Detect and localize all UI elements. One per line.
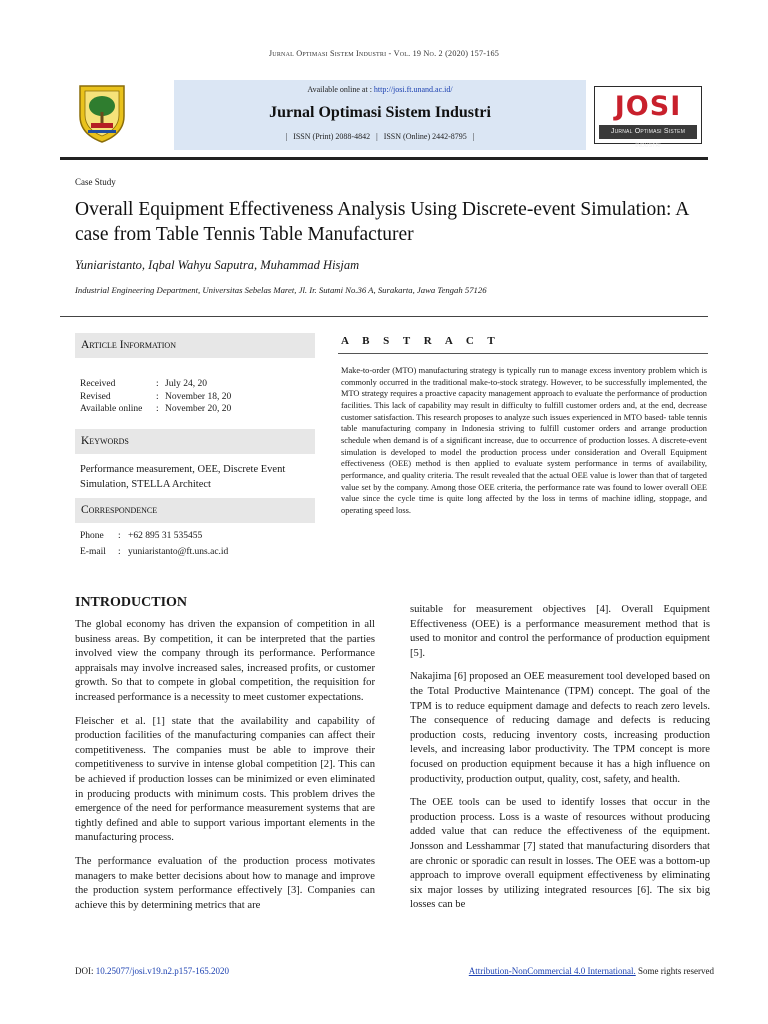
- paragraph: The global economy has driven the expansion of competition in all business areas. By competition, it can be interpreted that the parties involved view the company through its performance. Performance appraisals may involve increased sales, increased profits, or customer growth. So that to compete in global competition, the requisition for increased performance is a necessity to meet customer expectations.: [75, 619, 375, 703]
- date-label: Revised: [80, 391, 111, 402]
- journal-url-link[interactable]: http://josi.ft.unand.ac.id/: [373, 85, 453, 94]
- banner-title-panel: [174, 80, 586, 150]
- paragraph: Fleischer et al. [1] state that the availability and capability of production facilities of the manufacturing companies can affect their competitiveness. The companies must be able to improve their competitiveness to survive in intense global competition [2]. This can be achieved if production losses can be minimized or even eliminated in producing products with minimum costs. This problem drives the emergence of the need for performance measurement systems that are tightly defined and able to support various important elements in the manufacturing process.: [75, 715, 375, 844]
- license-link[interactable]: Attribution-NonCommercial 4.0 International.: [468, 966, 636, 976]
- correspondence-heading: Correspondence: [75, 498, 315, 523]
- phone-value: +62 895 31 535455: [128, 531, 203, 541]
- doi-link[interactable]: 10.25077/josi.v19.n2.p157-165.2020: [95, 966, 230, 976]
- available-online: [174, 85, 586, 94]
- date-label: Received: [80, 379, 116, 389]
- license-footer: [469, 966, 714, 976]
- separator: :: [118, 531, 121, 541]
- date-label: Available online: [80, 404, 143, 414]
- article-dates: [80, 379, 310, 419]
- josi-logo-text: [595, 91, 701, 122]
- article-information-heading: Article Information: [75, 333, 315, 358]
- available-online-label: Available online at :: [307, 85, 374, 94]
- title-divider: [60, 316, 708, 317]
- body-column-right: [410, 603, 710, 922]
- date-row: [80, 379, 310, 392]
- date-value: November 20, 20: [165, 404, 232, 414]
- affiliation: Industrial Engineering Department, Universitas Sebelas Maret, Jl. Ir. Sutami No.36 A, Surakarta, Jawa Tengah 57126: [75, 285, 487, 295]
- paragraph: suitable for measurement objectives [4]. Overall Equipment Effectiveness (OEE) is a performance measurement method that is used to monitor and control the performance of production equipment [5].: [410, 604, 710, 659]
- josi-logo: [594, 86, 702, 149]
- contact-label: E-mail: [80, 547, 106, 557]
- date-value: November 18, 20: [165, 391, 232, 402]
- body-column-left: [75, 618, 375, 922]
- running-head: Jurnal Optimasi Sistem Industri - Vol. 19 No. 2 (2020) 157-165: [268, 49, 500, 58]
- introduction-heading: INTRODUCTION: [75, 595, 188, 610]
- paragraph: Nakajima [6] proposed an OEE measurement tool developed based on the Total Productive Maintenance (TPM) concept. The goal of the TPM is to reduce equipment damage and defects to reach zero levels. The consequence of reducing damage and defects is reducing production costs, reducing inventory costs, increasing production levels, and increasing labor productivity. The TPM concept is more focused on production equipment because it has a high influence on productivity, production output, quality, cost, safety, and health.: [410, 671, 710, 785]
- josi-logo-letters: JOSI: [614, 91, 682, 122]
- email-link[interactable]: yuniaristanto@ft.uns.ac.id: [128, 547, 229, 557]
- separator: :: [156, 379, 159, 389]
- correspondence-details: [80, 531, 310, 565]
- abstract-heading: A B S T R A C T: [341, 335, 501, 347]
- contact-row: [80, 531, 310, 545]
- authors: Yuniaristanto, Iqbal Wahyu Saputra, Muhammad Hisjam: [75, 258, 360, 272]
- date-row: [80, 404, 310, 417]
- paragraph: The OEE tools can be used to identify losses that occur in the production process. Loss is a waste of resources without producing added value that can reduce the effectiveness of the equipment. Jonsson and Lesshammar [7] stated that manufacturing disorders that are chronic or sporadic can result in losses. The OEE was a bottom-up approach to improve overall equipment effectiveness by eliminating six major losses by utilizing integrated resources [6]. The six big losses can be: [410, 797, 710, 911]
- doi-label: DOI:: [75, 966, 96, 976]
- doi-footer: [75, 966, 229, 976]
- date-row: [80, 392, 310, 405]
- date-value: July 24, 20: [165, 379, 207, 389]
- separator: :: [118, 547, 121, 557]
- keywords-heading: Keywords: [75, 429, 315, 454]
- journal-name: Jurnal Optimasi Sistem Industri: [269, 104, 491, 121]
- separator: :: [156, 404, 159, 414]
- contact-label: Phone: [80, 531, 104, 541]
- keywords: Performance measurement, OEE, Discrete Event Simulation, STELLA Architect: [80, 464, 286, 490]
- license-suffix: Some rights reserved: [635, 966, 714, 976]
- paragraph: The performance evaluation of the production process motivates managers to make better decisions about how to manage and improve the production system performance effectively [3]. Companies can achieve this by determining metrics that are: [75, 855, 375, 911]
- separator: :: [156, 391, 159, 402]
- abstract-text: Make-to-order (MTO) manufacturing strategy is typically run to manage excess inventory problem which is commonly occurred in the traditional make-to-stock strategy. However, to be successfully implemented, the MTO strategy requires a proactive capacity management approach to evaluate the performance of production facilities. This lack of capability may result in difficulty to fulfill customer orders and, at the end, decrease customer satisfaction. This research proposes to analyze such issues experienced in MTO based- table tennis table manufacturing company in Indonesia striving to fulfill customer orders and arrange production schedule when demand is of a significant increase, due to occurrence of production losses. A discrete-event simulation is developed to model the production process under consideration and Overall Equipment effectiveness (OEE) method is then applied to evaluate system performance in terms of availability, performance, and quality criteria. The result revealed that the actual OEE value is lower than that of targeted value set by the company. Among those OEE criteria, the performance rate was found to lower overall OEE value since the cycle time is quite long affected by the loss in terms of machine idling, stoppage, and operating speed loss.: [341, 366, 707, 515]
- abstract-divider: [338, 353, 708, 354]
- journal-banner: [60, 78, 708, 162]
- banner-divider: [60, 157, 708, 160]
- contact-row: [80, 547, 310, 561]
- article-title: Overall Equipment Effectiveness Analysis Using Discrete-event Simulation: A case from Table Tennis Table Manufacturer: [75, 199, 689, 245]
- josi-logo-strip: Jurnal Optimasi Sistem Industri: [599, 125, 697, 139]
- issn-line: | ISSN (Print) 2088-4842 | ISSN (Online) 2442-8795 |: [285, 132, 475, 141]
- article-type: Case Study: [75, 177, 116, 187]
- university-seal-logo: [74, 82, 130, 144]
